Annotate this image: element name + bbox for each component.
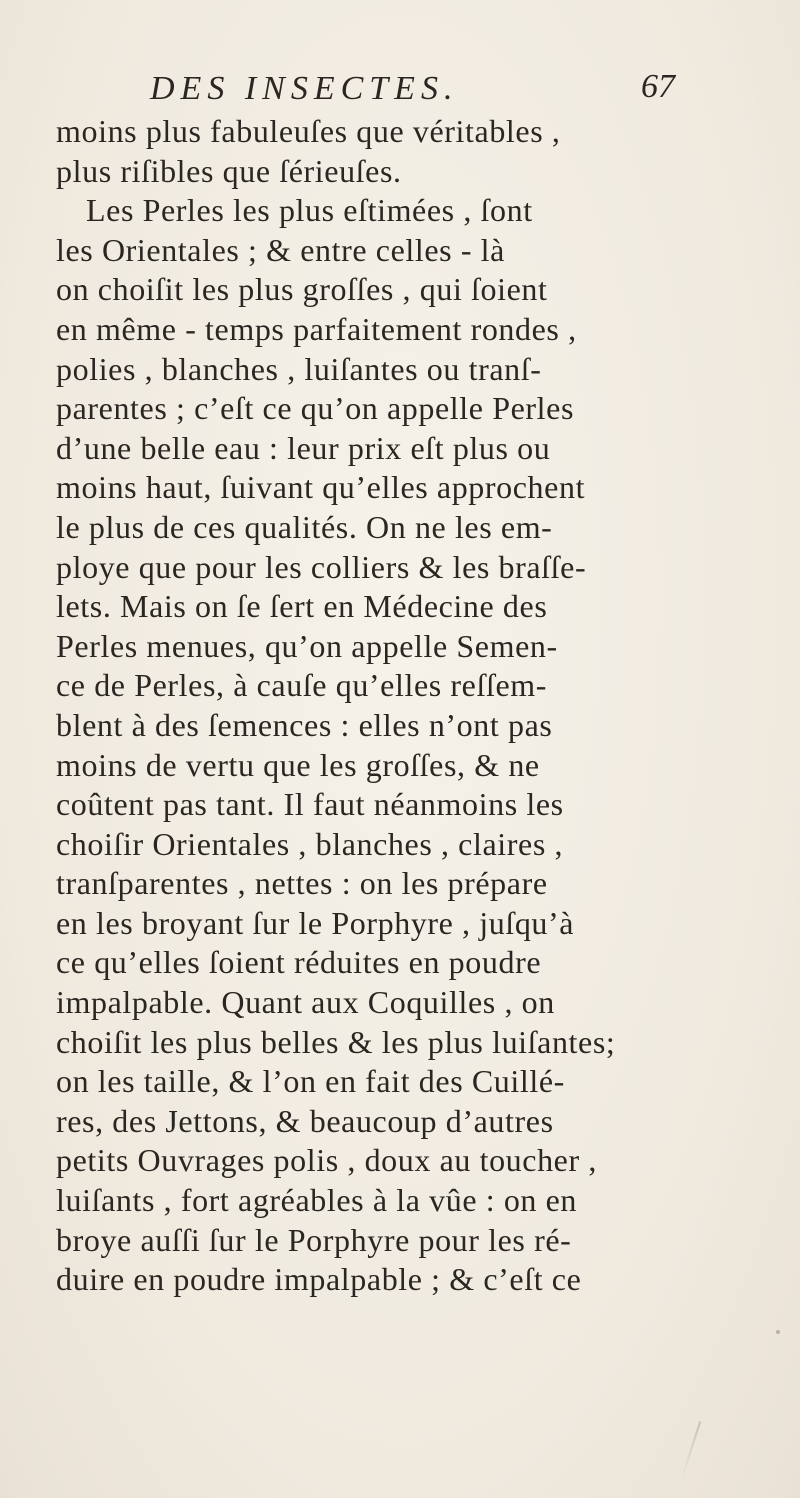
page-number: 67	[641, 68, 675, 105]
text-line: on choiſit les plus groſſes , qui ſoient	[56, 271, 548, 308]
text-line: plus riſibles que ſérieuſes.	[56, 152, 402, 189]
text-line: moins haut, ſuivant qu’elles approchent	[56, 469, 586, 506]
text-line: Les Perles les plus eſtimées , ſont	[86, 192, 533, 229]
text-line: le plus de ces qualités. On ne les em-	[56, 508, 553, 545]
text-line: moins de vertu que les groſſes, & ne	[56, 746, 540, 783]
text-line: choiſir Orientales , blanches , claires ,	[56, 825, 564, 862]
text-line: d’une belle eau : leur prix eſt plus ou	[56, 429, 551, 466]
text-line: moins plus fabuleuſes que véritables ,	[56, 113, 561, 149]
text-line: polies , blanches , luiſantes ou tranſ-	[56, 350, 542, 387]
paper-mark	[681, 1421, 701, 1479]
text-line: Perles menues, qu’on appelle Semen-	[56, 627, 558, 664]
text-line: ce qu’elles ſoient réduites en poudre	[56, 944, 542, 981]
text-line: ce de Perles, à cauſe qu’elles reſſem-	[56, 667, 548, 704]
text-line: les Orientales ; & entre celles - là	[56, 231, 505, 268]
text-line: luiſants , fort agréables à la vûe : on en	[56, 1182, 578, 1219]
running-head-title: DES INSECTES.	[150, 70, 459, 107]
text-line: on les taille, & l’on en fait des Cuillé-	[56, 1063, 565, 1100]
text-line: parentes ; c’eſt ce qu’on appelle Perles	[56, 390, 574, 427]
text-line: coûtent pas tant. Il faut néanmoins les	[56, 786, 564, 823]
paper-speck	[776, 1330, 780, 1334]
body-text	[56, 112, 776, 1300]
text-line: duire en poudre impalpable ; & c’eſt ce	[56, 1261, 582, 1298]
text-line: broye auſſi ſur le Porphyre pour les ré-	[56, 1221, 572, 1258]
text-line: lets. Mais on ſe ſert en Médecine des	[56, 588, 548, 625]
text-line: en même - temps parfaitement rondes ,	[56, 310, 577, 347]
text-line: tranſparentes , nettes : on les prépare	[56, 865, 548, 902]
text-line: ploye que pour les colliers & les braſſe-	[56, 548, 587, 585]
text-line: petits Ouvrages polis , doux au toucher ,	[56, 1142, 597, 1179]
text-line: res, des Jettons, & beaucoup d’autres	[56, 1102, 554, 1139]
running-head	[150, 68, 675, 114]
text-line: en les broyant ſur le Porphyre , juſqu’à	[56, 904, 575, 941]
text-line: choiſit les plus belles & les plus luiſantes;	[56, 1023, 616, 1060]
text-line: blent à des ſemences : elles n’ont pas	[56, 706, 553, 743]
text-line: impalpable. Quant aux Coquilles , on	[56, 984, 555, 1021]
